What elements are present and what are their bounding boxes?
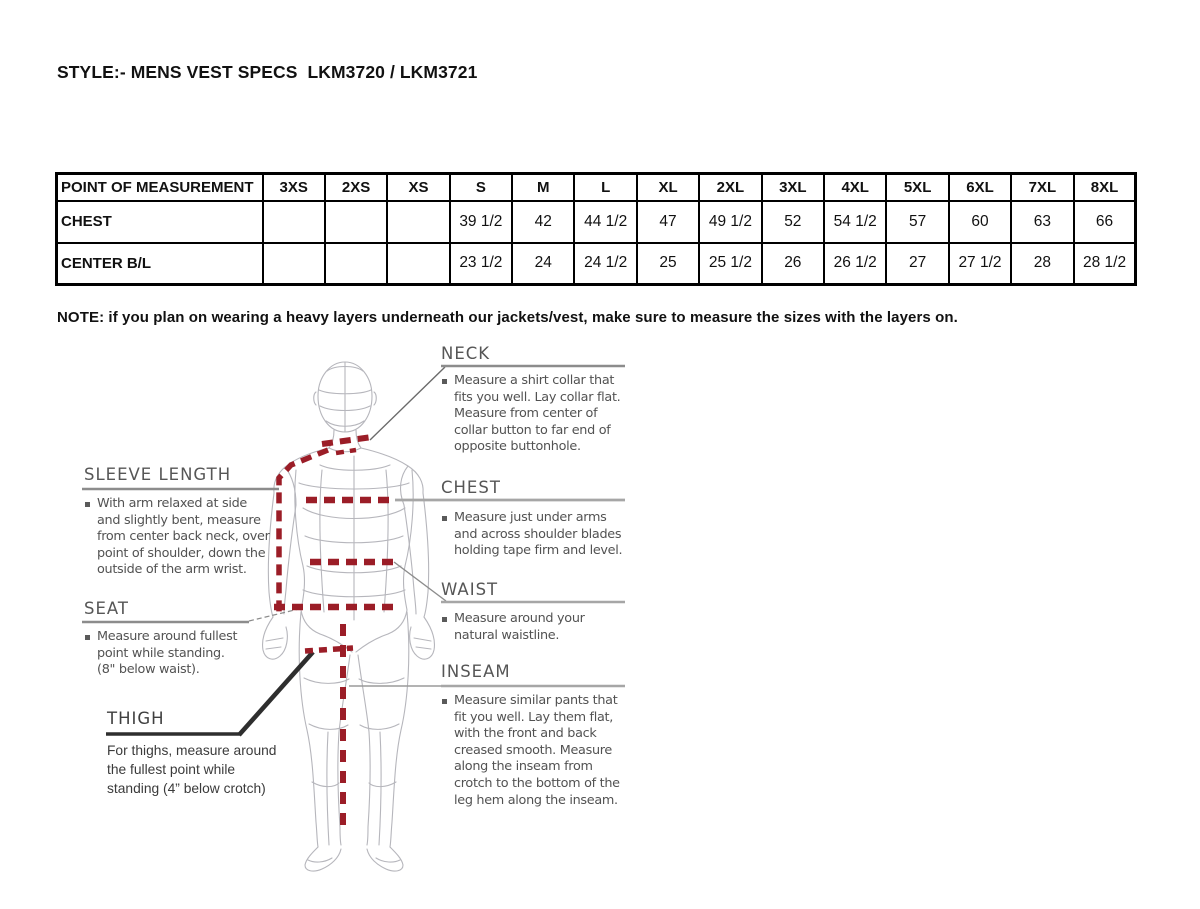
table-header-size-l: L bbox=[574, 174, 636, 201]
guide-text-line: crotch to the bottom of the bbox=[454, 775, 620, 791]
table-cell: 28 1/2 bbox=[1074, 243, 1136, 285]
table-cell: 24 bbox=[512, 243, 574, 285]
table-header-size-6xl: 6XL bbox=[949, 174, 1011, 201]
guide-text-line: point while standing. bbox=[97, 645, 225, 661]
table-header-size-7xl: 7XL bbox=[1011, 174, 1073, 201]
table-cell: 28 bbox=[1011, 243, 1073, 285]
waist-section-text bbox=[441, 611, 585, 644]
guide-text-line: with the front and back bbox=[454, 726, 597, 742]
table-cell: 39 1/2 bbox=[450, 201, 512, 243]
seat-section-heading: SEAT bbox=[84, 599, 129, 618]
table-cell: 24 1/2 bbox=[574, 243, 636, 285]
table-cell: 54 1/2 bbox=[824, 201, 886, 243]
table-cell: 49 1/2 bbox=[699, 201, 761, 243]
table-header-size-m: M bbox=[512, 174, 574, 201]
table-header-size-3xs: 3XS bbox=[263, 174, 325, 201]
sleeve-length-section-heading: SLEEVE LENGTH bbox=[84, 465, 232, 484]
guide-text-line: outside of the arm wrist. bbox=[97, 562, 247, 578]
table-cell: 66 bbox=[1074, 201, 1136, 243]
guide-text-line: With arm relaxed at side bbox=[97, 496, 247, 511]
guide-text-line: fit you well. Lay them flat, bbox=[454, 709, 614, 725]
table-header-point-of-measurement: POINT OF MEASUREMENT bbox=[57, 174, 263, 201]
table-row-label: CENTER B/L bbox=[57, 243, 263, 285]
table-row-label: CHEST bbox=[57, 201, 263, 243]
table-header-size-5xl: 5XL bbox=[886, 174, 948, 201]
guide-text-line: point of shoulder, down the bbox=[97, 545, 266, 561]
guide-text-line: opposite buttonhole. bbox=[454, 439, 581, 455]
guide-text-line: Measure just under arms bbox=[454, 510, 607, 525]
thigh-section-heading: THIGH bbox=[107, 709, 165, 728]
table-cell: 27 bbox=[886, 243, 948, 285]
guide-text-line: and across shoulder blades bbox=[454, 526, 622, 542]
waist-callout-line bbox=[394, 562, 446, 601]
table-header-size-3xl: 3XL bbox=[762, 174, 824, 201]
table-cell: 44 1/2 bbox=[574, 201, 636, 243]
guide-text-line: standing (4” below crotch) bbox=[107, 781, 266, 796]
guide-text-line: Measure similar pants that bbox=[454, 693, 618, 708]
guide-text-line: For thighs, measure around bbox=[107, 743, 277, 758]
neck-section-text bbox=[441, 373, 620, 456]
waist-section-heading: WAIST bbox=[441, 580, 499, 599]
table-cell: 26 bbox=[762, 243, 824, 285]
guide-text-line: along the inseam from bbox=[454, 759, 593, 775]
table-cell: 57 bbox=[886, 201, 948, 243]
guide-text-line: holding tape firm and level. bbox=[454, 543, 623, 559]
table-header-size-4xl: 4XL bbox=[824, 174, 886, 201]
table-header-size-s: S bbox=[450, 174, 512, 201]
sleeve-length-section-text bbox=[84, 496, 270, 579]
guide-text-line: from center back neck, over bbox=[97, 529, 270, 545]
table-header-size-xs: XS bbox=[387, 174, 449, 201]
table-cell: 25 1/2 bbox=[699, 243, 761, 285]
seat-section-text bbox=[84, 629, 237, 679]
table-cell: 52 bbox=[762, 201, 824, 243]
table-cell: 60 bbox=[949, 201, 1011, 243]
guide-text-line: creased smooth. Measure bbox=[454, 742, 613, 758]
chest-section-heading: CHEST bbox=[441, 478, 501, 497]
table-header-size-2xs: 2XS bbox=[325, 174, 387, 201]
guide-text-line: natural waistline. bbox=[454, 627, 560, 643]
guide-text-line: the fullest point while bbox=[107, 762, 236, 777]
chest-section-text bbox=[441, 510, 622, 560]
neck-section-heading: NECK bbox=[441, 344, 491, 363]
thigh-callout-line bbox=[239, 652, 313, 735]
guide-text-line: collar button to far end of bbox=[454, 422, 611, 438]
guide-text-line: fits you well. Lay collar flat. bbox=[454, 389, 621, 405]
guide-text-line: and slightly bent, measure bbox=[97, 512, 261, 528]
thigh-section-text bbox=[107, 741, 276, 798]
guide-text-line: Measure around your bbox=[454, 611, 585, 626]
neck-measure-line bbox=[322, 437, 372, 444]
guide-text-line: leg hem along the inseam. bbox=[454, 792, 618, 808]
page-title: STYLE:- MENS VEST SPECS LKM3720 / LKM3721 bbox=[57, 62, 478, 82]
inseam-section-text bbox=[441, 693, 620, 809]
guide-text-line: Measure around fullest bbox=[97, 629, 238, 644]
measure-lines bbox=[274, 437, 397, 833]
table-cell: 27 1/2 bbox=[949, 243, 1011, 285]
table-cell: 26 1/2 bbox=[824, 243, 886, 285]
table-header-size-8xl: 8XL bbox=[1074, 174, 1136, 201]
guide-text-line: (8" below waist). bbox=[97, 662, 200, 678]
table-cell: 47 bbox=[637, 201, 699, 243]
table-cell: 23 1/2 bbox=[450, 243, 512, 285]
table-header-size-2xl: 2XL bbox=[699, 174, 761, 201]
table-cell: 25 bbox=[637, 243, 699, 285]
guide-text-line: Measure a shirt collar that bbox=[454, 373, 615, 388]
inseam-section-heading: INSEAM bbox=[441, 662, 511, 681]
table-cell: 42 bbox=[512, 201, 574, 243]
table-header-size-xl: XL bbox=[637, 174, 699, 201]
note-text: NOTE: if you plan on wearing a heavy layers underneath our jackets/vest, make sure to measure the sizes with the layers on. bbox=[57, 309, 958, 326]
table-cell: 63 bbox=[1011, 201, 1073, 243]
neck-callout-line bbox=[370, 367, 445, 440]
guide-text-line: Measure from center of bbox=[454, 406, 598, 422]
